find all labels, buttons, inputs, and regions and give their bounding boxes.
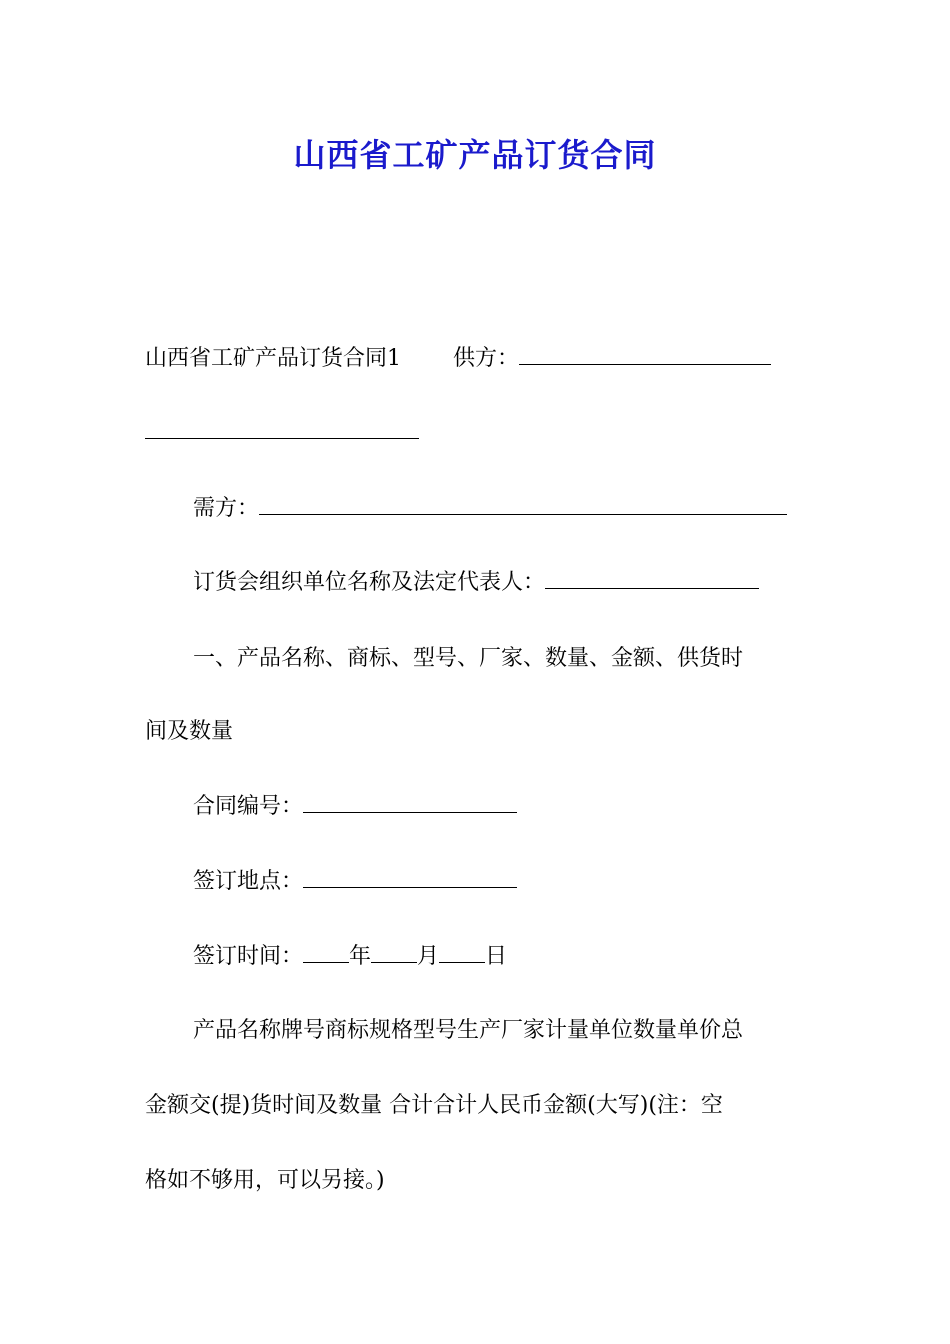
supplier-label: 供方：: [453, 346, 520, 371]
year-blank[interactable]: [303, 942, 349, 963]
sign-time-line: [193, 942, 507, 972]
organizer-label: 订货会组织单位名称及法定代表人：: [193, 570, 546, 595]
sign-place-line: [193, 867, 517, 897]
table-desc-line2: 金额交(提)货时间及数量 合计合计人民币金额(大写)(注：空: [145, 1093, 723, 1118]
contract-no-blank[interactable]: [303, 792, 517, 813]
sign-time-label: 签订时间：: [193, 944, 304, 969]
month-label: 月: [417, 944, 440, 969]
intro-line: [145, 344, 771, 374]
section1-line2: 间及数量: [145, 719, 234, 744]
supplier-blank[interactable]: [519, 344, 771, 365]
demander-label: 需方：: [193, 496, 260, 521]
table-desc-line1: 产品名称牌号商标规格型号生产厂家计量单位数量单价总: [193, 1018, 744, 1043]
organizer-line: [193, 568, 759, 598]
demander-line: [193, 494, 787, 524]
sign-place-label: 签订地点：: [193, 869, 304, 894]
demander-blank[interactable]: [259, 494, 787, 515]
sign-place-blank[interactable]: [303, 867, 517, 888]
supplier-blank-2[interactable]: [145, 418, 419, 439]
supplier-blank-continuation: [145, 418, 419, 448]
intro-text: 山西省工矿产品订货合同1: [145, 346, 401, 371]
contract-no-line: [193, 792, 517, 822]
organizer-blank[interactable]: [545, 568, 759, 589]
section1-line1: 一、产品名称、商标、型号、厂家、数量、金额、供货时: [193, 646, 744, 671]
contract-no-label: 合同编号：: [193, 794, 304, 819]
month-blank[interactable]: [371, 942, 417, 963]
day-blank[interactable]: [439, 942, 485, 963]
table-desc-line3: 格如不够用，可以另接。): [145, 1168, 385, 1193]
document-title: 山西省工矿产品订货合同: [293, 136, 657, 174]
year-label: 年: [349, 944, 372, 969]
day-label: 日: [485, 944, 508, 969]
